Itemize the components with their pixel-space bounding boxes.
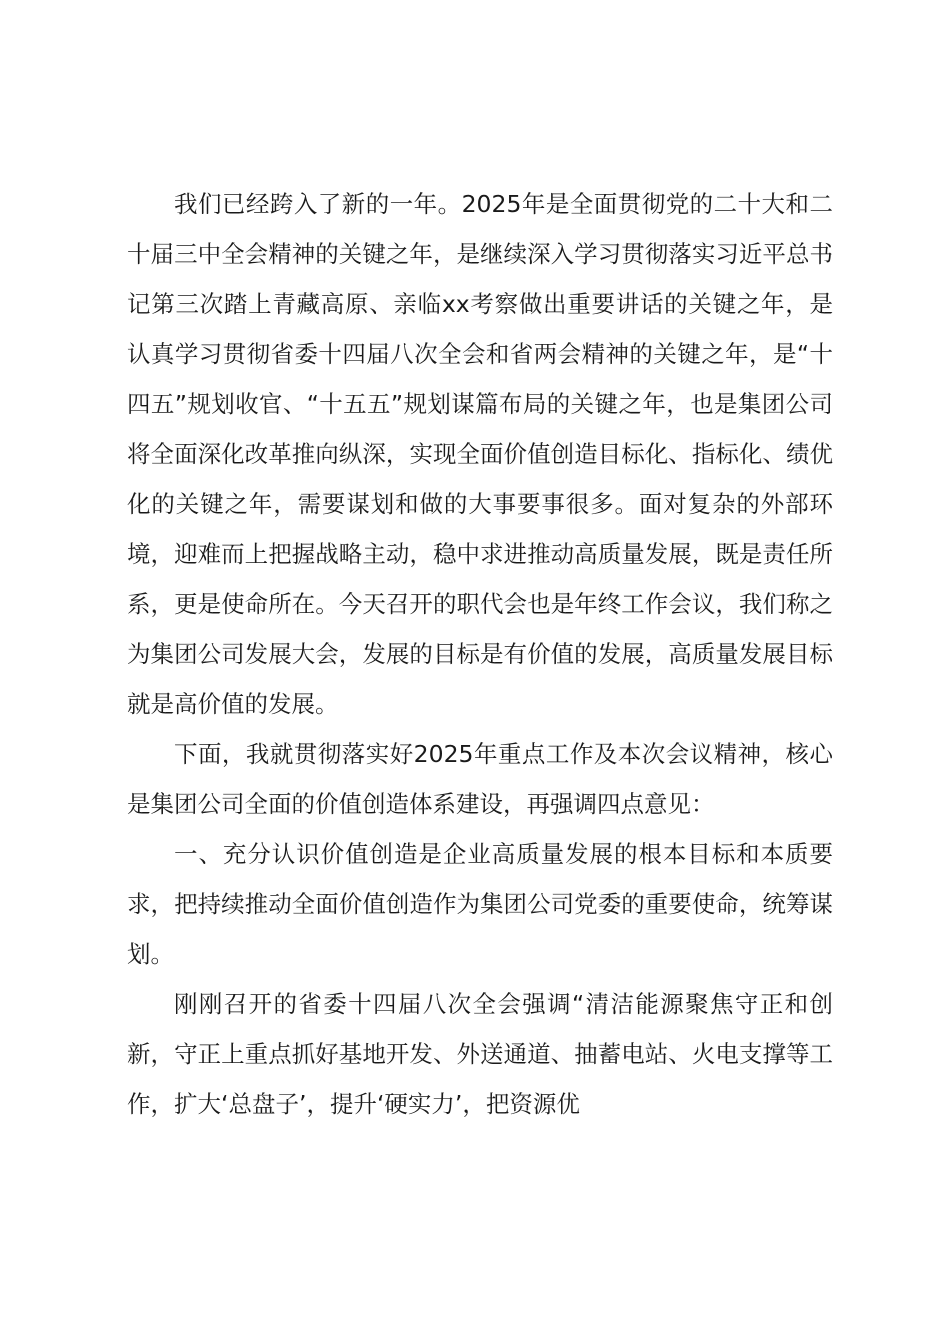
document-body xyxy=(127,179,833,1129)
paragraph-section-one: 刚刚召开的省委十四届八次全会强调“清洁能源聚焦守正和创新，守正上重点抓好基地开发、外送通道、抽蓄电站、火电支撑等工作，扩大‘总盘子’，提升‘硬实力’，把资源优 xyxy=(127,990,833,1118)
paragraph-overview: 下面，我就贯彻落实好2025年重点工作及本次会议精神，核心是集团公司全面的价值创造体系建设，再强调四点意见： xyxy=(127,740,833,818)
section-heading-one: 一、充分认识价值创造是企业高质量发展的根本目标和本质要求，把持续推动全面价值创造作为集团公司党委的重要使命，统筹谋划。 xyxy=(127,840,833,968)
paragraph-intro: 我们已经跨入了新的一年。2025年是全面贯彻党的二十大和二十届三中全会精神的关键之年，是继续深入学习贯彻落实习近平总书记第三次踏上青藏高原、亲临xx考察做出重要讲话的关键之年，是认真学习贯彻省委十四届八次全会和省两会精神的关键之年，是“十四五”规划收官、“十五五”规划谋篇布局的关键之年，也是集团公司将全面深化改革推向纵深，实现全面价值创造目标化、指标化、绩优化的关键之年，需要谋划和做的大事要事很多。面对复杂的外部环境，迎难而上把握战略主动，稳中求进推动高质量发展，既是责任所系，更是使命所在。今天召开的职代会也是年终工作会议，我们称之为集团公司发展大会，发展的目标是有价值的发展，高质量发展目标就是高价值的发展。 xyxy=(127,190,833,718)
